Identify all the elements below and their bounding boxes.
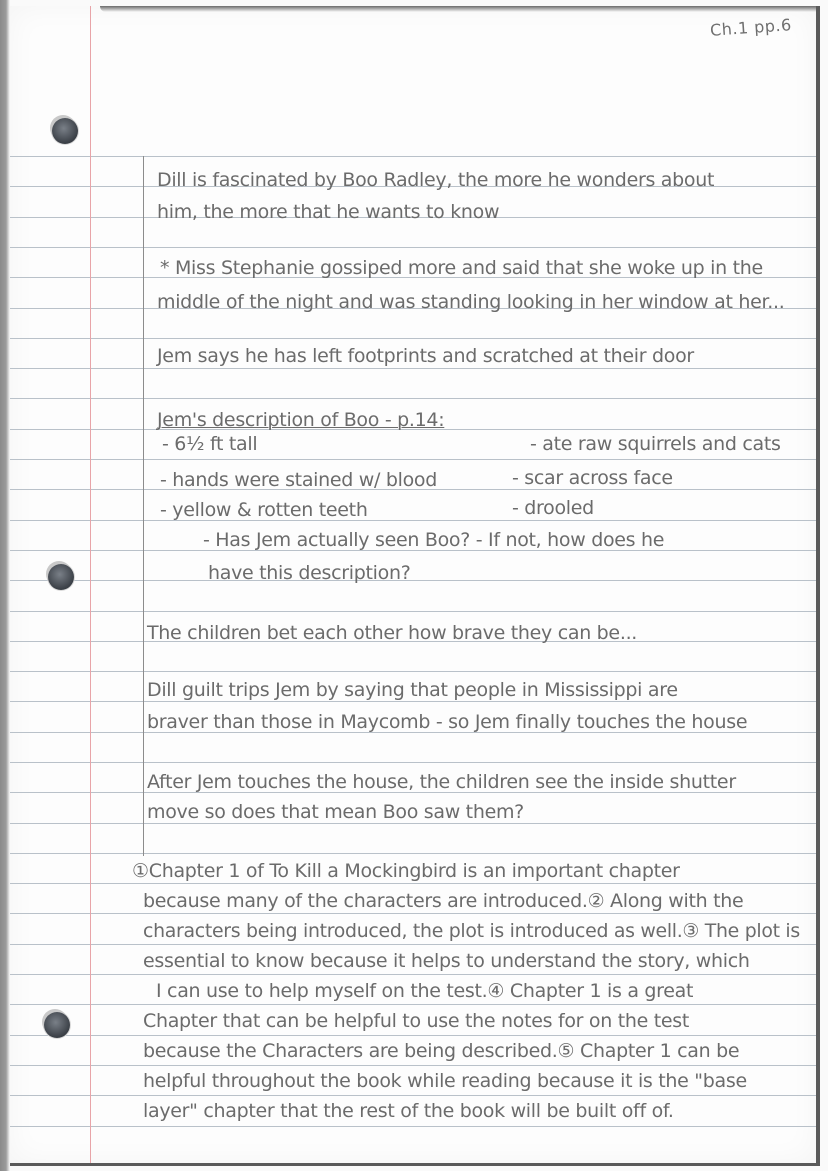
notebook-page xyxy=(10,6,820,1166)
rule-line xyxy=(10,156,816,157)
summary-line: because many of the characters are introduced.② Along with the xyxy=(143,890,744,912)
list-item: - 6½ ft tall xyxy=(162,433,258,455)
rule-line xyxy=(10,520,816,521)
summary-line: characters being introduced, the plot is introduced as well.③ The plot is xyxy=(143,920,800,942)
question-line: - Has Jem actually seen Boo? - If not, how does he xyxy=(203,529,665,551)
summary-line: I can use to help myself on the test.④ Chapter 1 is a great xyxy=(156,980,694,1002)
note-line: middle of the night and was standing looking in her window at her... xyxy=(157,291,785,313)
binder-hole-icon xyxy=(44,1012,70,1038)
note-line: Jem says he has left footprints and scratched at their door xyxy=(157,345,694,367)
rule-line xyxy=(10,1065,816,1066)
rule-line xyxy=(10,611,816,612)
summary-line: ①Chapter 1 of To Kill a Mockingbird is an important chapter xyxy=(132,860,680,882)
red-margin-line xyxy=(90,6,91,1163)
rule-line xyxy=(10,1126,816,1127)
page-top-edge-shadow xyxy=(100,6,816,12)
list-item: - ate raw squirrels and cats xyxy=(530,433,781,455)
summary-line: essential to know because it helps to understand the story, which xyxy=(143,950,750,972)
summary-line: Chapter that can be helpful to use the notes for on the test xyxy=(143,1010,690,1032)
rule-line xyxy=(10,1035,816,1036)
list-item: - drooled xyxy=(512,497,594,519)
rule-line xyxy=(10,762,816,763)
rule-line xyxy=(10,853,816,854)
rule-line xyxy=(10,398,816,399)
question-line: have this description? xyxy=(208,562,411,584)
note-line: move so does that mean Boo saw them? xyxy=(147,801,524,823)
cornell-divider-line xyxy=(143,156,144,856)
rule-line xyxy=(10,247,816,248)
rule-line xyxy=(10,671,816,672)
note-line: The children bet each other how brave they can be... xyxy=(147,622,638,644)
binder-hole-icon xyxy=(48,564,74,590)
summary-line: because the Characters are being described.⑤ Chapter 1 can be xyxy=(143,1040,740,1062)
note-line: * Miss Stephanie gossiped more and said that she woke up in the xyxy=(160,257,763,279)
section-heading: Jem's description of Boo - p.14: xyxy=(157,409,445,431)
note-line: braver than those in Maycomb - so Jem finally touches the house xyxy=(147,711,748,733)
list-item: - yellow & rotten teeth xyxy=(160,499,368,521)
list-item: - hands were stained w/ blood xyxy=(160,469,438,491)
note-line: Dill is fascinated by Boo Radley, the more he wonders about xyxy=(157,169,715,191)
note-line: After Jem touches the house, the children see the inside shutter xyxy=(147,771,736,793)
rule-line xyxy=(10,580,816,581)
rule-line xyxy=(10,338,816,339)
note-line: him, the more that he wants to know xyxy=(157,201,500,223)
binder-hole-icon xyxy=(52,118,78,144)
rule-line xyxy=(10,459,816,460)
summary-line: layer" chapter that the rest of the book will be built off of. xyxy=(143,1100,674,1122)
page-reference: Ch.1 pp.6 xyxy=(709,15,793,40)
note-line: Dill guilt trips Jem by saying that people in Mississippi are xyxy=(147,679,678,701)
summary-line: helpful throughout the book while reading because it is the "base xyxy=(143,1070,747,1092)
list-item: - scar across face xyxy=(512,467,673,489)
rule-line xyxy=(10,1095,816,1096)
